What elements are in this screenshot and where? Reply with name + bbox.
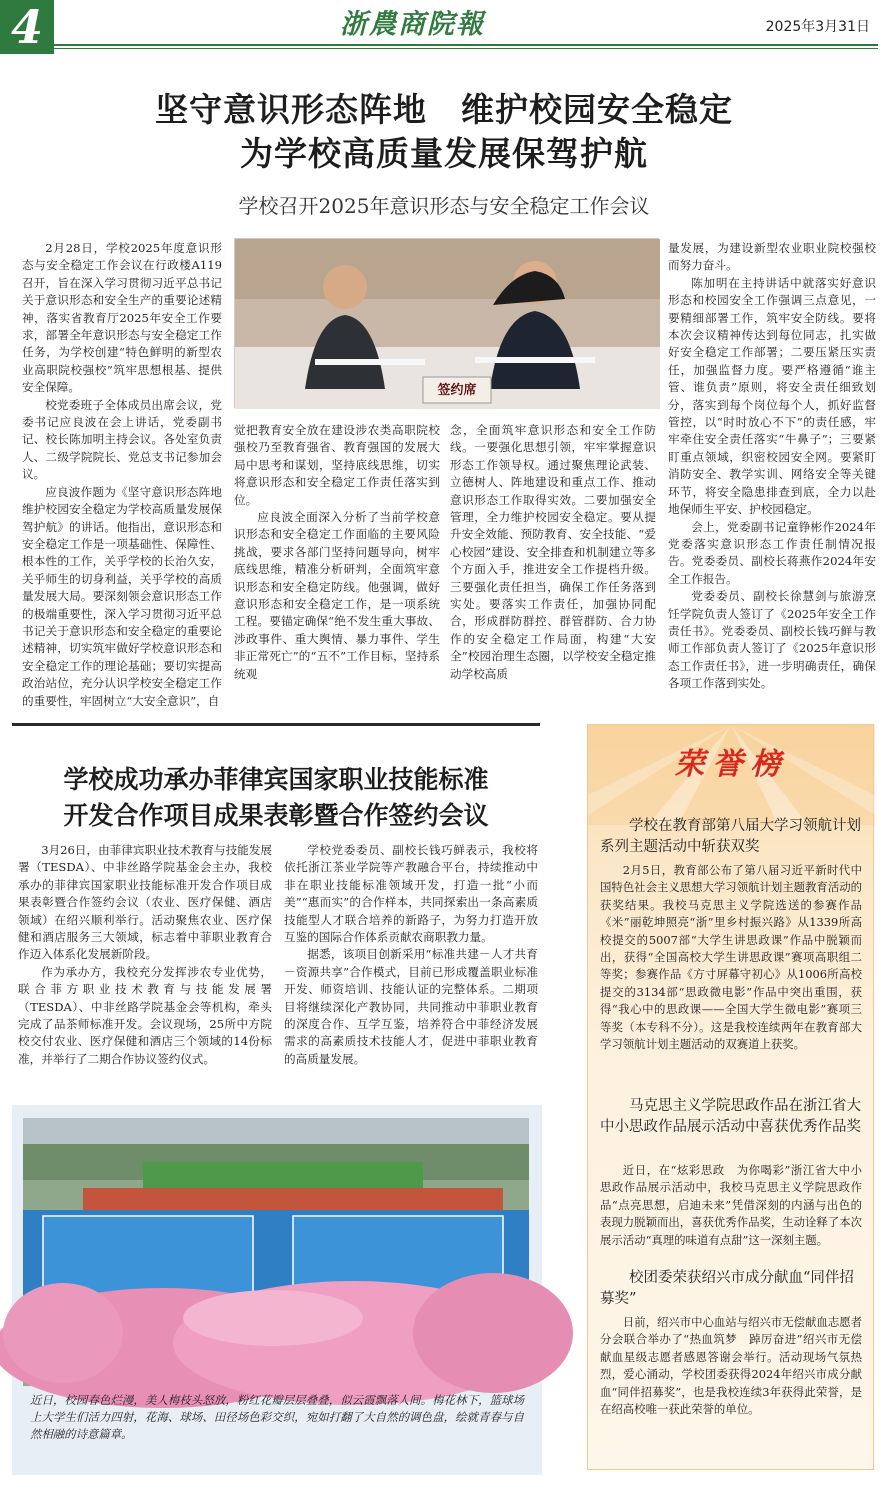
paragraph: 应良波作题为《坚守意识形态阵地维护校园安全稳定为学校高质量发展保驾护航》的讲话。他指出，意识形态和安全稳定工作是一项基础性、保障性、根本性的工作，关乎学校的长治久安，关乎师生的切身利益，关乎学校的高质量发展大局。要深刻领会意识形态工作的极端重要性，深入学习贯彻习近平总书记关于意识形态和安全稳定的重要论述精神，切实筑牢做好学校意识形态和安全稳定工作的理论基础；要切实提高政治站位，充分认识学校安全稳定工作的重要性，牢固树立“大安全意识”，自 (22, 484, 222, 708)
campus-photo-caption: 近日，校园春色烂漫，美人梅枝头怒放，粉红花瓣层层叠叠，似云霞飘落人间。梅花林下，篮球场上大学生们活力四射，花海、球场、田径场色彩交织，宛如打翻了大自然的调色盘，绘就青春与自然相融的诗意篇章。 (30, 1393, 524, 1442)
paragraph: 会上，党委副书记童铮彬作2024年党委落实意识形态工作责任制情况报告。党委委员、副校长蒋燕作2024年安全工作报告。 (668, 519, 876, 586)
paragraph: 觉把教育安全放在建设涉农类高职院校强校乃至教育强省、教育强国的发展大局中思考和谋划，坚持底线思维，切实将意识形态和安全稳定工作责任落实到位。 (234, 423, 440, 507)
header-rule-thin (54, 48, 878, 49)
article2-headline-line1: 学校成功承办菲律宾国家职业技能标准 (63, 765, 489, 794)
paragraph: 据悉，该项目创新采用“标准共建－人才共育－资源共享”合作模式，目前已形成覆盖职业标准开发、师资培训、技能认证的完整体系。二期项目将继续深化产教协同，共同推动中菲职业教育的深度合作、互学互鉴，培养符合中菲经济发展需求的高素质技术技能人才，促进中菲职业教育的高质量发展。 (284, 947, 538, 1066)
campus-photo-image (23, 1118, 529, 1386)
paragraph: 2月28日，学校2025年度意识形态与安全稳定工作会议在行政楼A119召开，旨在深入学习贯彻习近平总书记关于意识形态和安全生产的重要论述精神，落实省教育厅2025年安全工作要求，部署全年意识形态与安全稳定工作任务，为学校创建“特色鲜明的新型农业高职院校强校”筑牢思想根基、提供安全保障。 (22, 241, 222, 395)
page-number: 4 (0, 0, 54, 54)
honor-body-text: 日前，绍兴市中心血站与绍兴市无偿献血志愿者分会联合举办了“热血筑梦 踔厉奋进”绍兴市无偿献血星级志愿者感恩答谢会举行。活动现场气氛热烈，爱心涌动，学校团委获得2024年绍兴市成分献血“同伴招募奖”，也是我校连续3年获得此荣誉，是在绍高校唯一获此荣誉的单位。 (600, 1315, 863, 1417)
paragraph: 应良波全面深入分析了当前学校意识形态和安全稳定工作面临的主要风险挑战，要求各部门坚持问题导向，树牢底线思维，精准分析研判，全面筑牢意识形态和安全稳定防线。他强调，做好意识形态和安全稳定工作，是一项系统工程。要锚定确保“绝不发生重大事故、涉政事件、重大舆情、暴力事件、学生非正常死亡”的“五不”工作目标，坚持系统观 (234, 510, 440, 681)
honor-headline-text: 校团委荣获绍兴市成分献血“同伴招募奖” (600, 1270, 854, 1307)
paragraph: 学校党委委员、副校长钱巧鲜表示，我校将依托浙江茶业学院等产教融合平台，持续推动中非在职业技能标准领域开发，打造一批“小而美”“惠而实”的合作样本，共同探索出一条高素质技能型人才联合培养的新路子，为努力打造开放互鉴的国际合作体系贡献农商职教力量。 (284, 843, 538, 945)
paragraph: 作为承办方，我校充分发挥涉农专业优势，联合菲方职业技术教育与技能发展署（TESDA）、中非丝路学院基金会等机构，牵头完成了品茶师标准开发。会议现场，25所中方院校交付农业、医疗保健和酒店三个领域的14份标准，并举行了二期合作协议签约仪式。 (18, 964, 272, 1066)
honor-item-2-headline (600, 1096, 862, 1138)
honor-headline-text: 马克思主义学院思政作品在浙江省大中小思政作品展示活动中喜获优秀作品奖 (600, 1098, 861, 1135)
article2-column-1 (18, 842, 272, 1096)
article1-headline-line2: 为学校高质量发展保驾护航 (240, 134, 648, 173)
paragraph: 党委委员、副校长徐慧剑与旅游烹饪学院负责人签订了《2025年安全工作责任书》。党委委员、副校长钱巧鲜与教师工作部负责人签订了《2025年意识形态工作责任书》，进一步明确责任，确保各项工作落到实处。 (668, 589, 876, 691)
article2-column-2 (284, 842, 538, 1096)
article1-column-3 (450, 422, 656, 692)
honor-board-title: 荣誉榜 (674, 747, 789, 782)
header-rule (54, 44, 878, 46)
newspaper-masthead: 浙農商院報 (340, 9, 485, 40)
honor-item-3-body (600, 1314, 862, 1454)
paragraph: 3月26日，由菲律宾职业技术教育与技能发展署（TESDA）、中非丝路学院基金会主办，我校承办的菲律宾国家职业技能标准开发合作项目成果表彰暨合作签约会议（农业、医疗保健、酒店领域）在绍兴顺利举行。活动聚焦农业、医疗保健和酒店服务三大领域，标志着中菲职业教育合作迈入体系化发展新阶段。 (18, 843, 273, 962)
honor-body-text: 近日，在“炫彩思政 为你喝彩”浙江省大中小思政作品展示活动中，我校马克思主义学院思政作品“点亮思想，启迪未来”凭借深刻的内涵与出色的表现力脱颖而出，喜获优秀作品奖，生动诠释了本次展示活动“真理的味道有点甜”这一深刻主题。 (600, 1163, 862, 1247)
article1-headline-line1: 坚守意识形态阵地 维护校园安全稳定 (155, 90, 733, 129)
article1-column-2 (234, 422, 440, 692)
honor-item-1-body (600, 862, 862, 1084)
paragraph: 校党委班子全体成员出席会议，党委书记应良波在会上讲话，党委副书记、校长陈加明主持会议。各处室负责人、二级学院院长、党总支书记参加会议。 (22, 397, 222, 482)
paragraph: 念，全面筑牢意识形态和安全工作防线。一要强化思想引领，牢牢掌握意识形态工作领导权。通过聚焦理论武装、立德树人、阵地建设和重点工作、推动意识形态工作取得实效。二要加强安全管理，全力维护校园安全稳定。要从提升安全效能、预防教育、安全技能、“爱心校园”建设、安全排查和机制建立等多个方面入手，推进安全工作提档升级。三要强化责任担当，确保工作任务落到实处。要落实工作责任，加强协同配合，形成群防群控、群管群防、合力协作的安全稳定工作局面，构建“大安全”校园治理生态圈，以学校安全稳定推动学校高质 (450, 423, 656, 681)
article1-column-4 (668, 240, 876, 692)
sign-table-label: 签约席 (437, 383, 477, 398)
paragraph: 陈加明在主持讲话中就落实好意识形态和校园安全工作强调三点意见，一要精细部署工作，筑牢安全防线。要将本次会议精神传达到每位同志，扎实做好安全稳定工作部署；二要压紧压实责任，加强监督力度。要严格遵循“谁主管、谁负责”原则，将安全责任细致划分，落实到每个岗位每个人，抓好监督管控，以“时时放心不下”的责任感，牢牢牵住安全责任落实“牛鼻子”；三要紧盯重点领域，织密校园安全网。要紧盯消防安全、教学实训、网络安全等关键环节，将安全隐患排查到底，全力以赴地保师生平安、护校园稳定。 (668, 275, 876, 517)
campus-photo (23, 1118, 529, 1386)
signing-photo (234, 238, 659, 408)
honor-item-1-headline (600, 816, 862, 858)
honor-body-text: 2月5日，教育部公布了第八届习近平新时代中国特色社会主义思想大学习领航计划主题教育活动的获奖结果。我校马克思主义学院选送的参赛作品《米”丽乾坤照亮“浙”里乡村振兴路》从1339所高校提交的5007部“大学生讲思政课”作品中脱颖而出，获得“全国高校大学生讲思政课”赛项高职组二等奖；参赛作品《方寸屏幕守初心》从1006所高校提交的3134部“思政微电影”作品中突出重围，获得“我心中的思政课——全国大学生微电影”赛项三等奖（本专科不分）。这是我校连续两年在教育部大学习领航计划主题活动的双赛道上获奖。 (600, 863, 862, 1052)
article1-column-1 (22, 240, 222, 708)
honor-headline-text: 学校在教育部第八届大学习领航计划系列主题活动中斩获双奖 (600, 818, 861, 855)
section-divider (12, 723, 540, 726)
honor-item-3-headline (600, 1268, 862, 1310)
paragraph: 量发展，为建设新型农业职业院校强校而努力奋斗。 (668, 241, 876, 273)
article1-subtitle: 学校召开2025年意识形态与安全稳定工作会议 (238, 194, 650, 218)
article2-headline-line2: 开发合作项目成果表彰暨合作签约会议 (63, 801, 489, 830)
honor-item-2-body (600, 1162, 862, 1272)
publication-date: 2025年3月31日 (765, 19, 870, 35)
